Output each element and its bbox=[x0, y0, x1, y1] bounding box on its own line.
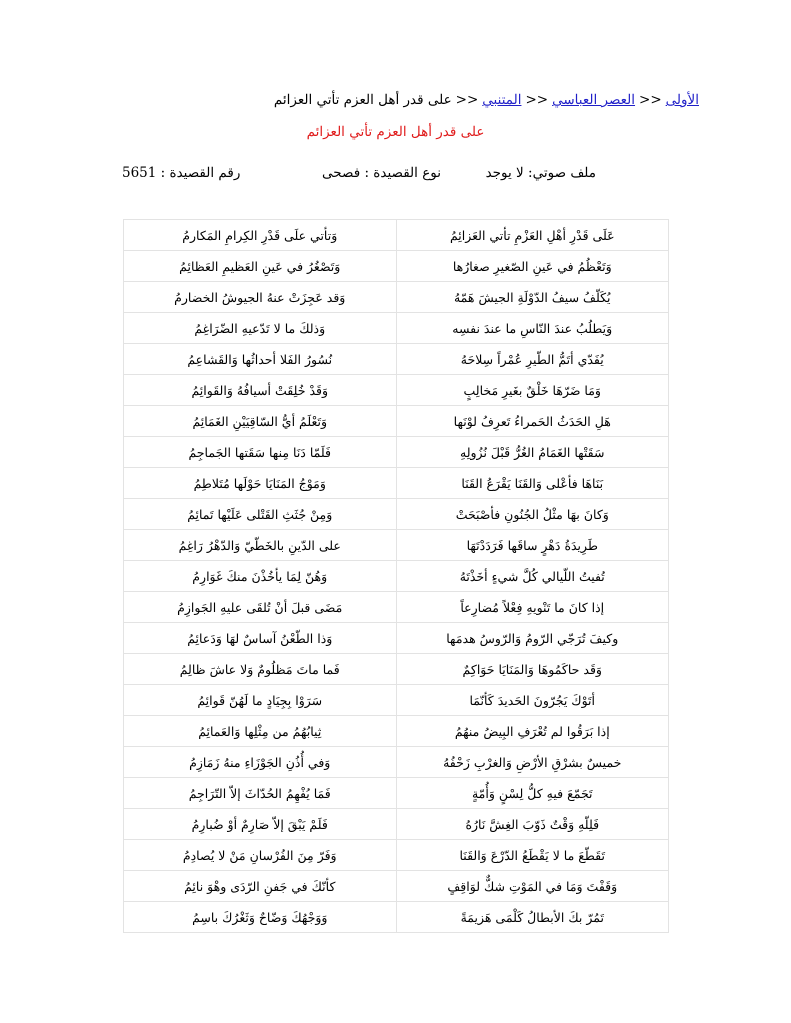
verse-first-hemistich: وَيَطلُبُ عندَ النّاسِ ما عندَ نفسِه bbox=[396, 313, 669, 344]
verse-second-hemistich: وَذا الطّعْنُ آساسٌ لهَا وَدَعائِمُ bbox=[124, 623, 397, 654]
verse-first-hemistich: يُفَدّي أتَمُّ الطّيرِ عُمْراً سِلاحَهُ bbox=[396, 344, 669, 375]
verse-second-hemistich: وَفي أُذُنِ الجَوْزَاءِ منهُ زَمَازِمُ bbox=[124, 747, 397, 778]
verse-first-hemistich: وَتَعْظُمُ في عَينِ الصّغيرِ صغارُها bbox=[396, 251, 669, 282]
verse-first-hemistich: تُفيتُ اللّيالي كُلَّ شيءٍ أخَذْتَهُ bbox=[396, 561, 669, 592]
verse-row bbox=[124, 282, 669, 313]
verse-first-hemistich: خميسٌ بشرْقِ الأرْضِ وَالغرْبِ زَحْفُهُ bbox=[396, 747, 669, 778]
verse-row bbox=[124, 220, 669, 251]
breadcrumb-separator: << bbox=[525, 92, 549, 108]
breadcrumb-separator: << bbox=[455, 92, 479, 108]
verse-second-hemistich: وَتأتي علَى قَدْرِ الكِرامِ المَكارمُ bbox=[124, 220, 397, 251]
verse-first-hemistich: فَلِلّهِ وَقْتٌ ذَوّبَ الغِشَّ نَارُهُ bbox=[396, 809, 669, 840]
verse-second-hemistich: وَوَجْهُكَ وَضّاحٌ وَثَغْرُكَ باسِمُ bbox=[124, 902, 397, 933]
verse-second-hemistich: وَقد عَجِزَتْ عنهُ الجيوشُ الخضارمُ bbox=[124, 282, 397, 313]
verse-first-hemistich: وَمَا ضَرّهَا خَلْقٌ بغَيرِ مَخالِبٍ bbox=[396, 375, 669, 406]
verse-row bbox=[124, 809, 669, 840]
verse-row bbox=[124, 902, 669, 933]
verse-first-hemistich: بَنَاهَا فأعْلى وَالقَنَا يَقْرَعُ القَنَا bbox=[396, 468, 669, 499]
verse-row bbox=[124, 654, 669, 685]
breadcrumb bbox=[274, 92, 699, 108]
verse-second-hemistich: وَهُنّ لِمَا يأخُذْنَ منكَ غَوَارِمُ bbox=[124, 561, 397, 592]
verse-first-hemistich: وَقَفْتَ وَمَا في المَوْتِ شكٌّ لوَاقِفٍ bbox=[396, 871, 669, 902]
verse-second-hemistich: وَذلكَ ما لا تَدّعيهِ الضّرَاغِمُ bbox=[124, 313, 397, 344]
breadcrumb-link-poet[interactable]: المتنبي bbox=[482, 92, 522, 108]
verse-row bbox=[124, 530, 669, 561]
verse-row bbox=[124, 840, 669, 871]
verse-first-hemistich: تَقَطّعَ ما لا يَقْطَعُ الدّرْعَ وَالقَنَا bbox=[396, 840, 669, 871]
verse-first-hemistich: تَجَمّعَ فيهِ كلُّ لِسْنٍ وَأُمّةٍ bbox=[396, 778, 669, 809]
verse-second-hemistich: وَمَوْجُ المَنَايَا حَوْلَها مُتَلاطِمُ bbox=[124, 468, 397, 499]
breadcrumb-link-era[interactable]: العصر العباسي bbox=[552, 92, 636, 108]
verse-first-hemistich: يُكَلّفُ سيفُ الدّوْلَةِ الجيشَ هَمّهُ bbox=[396, 282, 669, 313]
verse-first-hemistich: إذا بَرَقُوا لم تُعْرَفِ البِيضُ منهُمُ bbox=[396, 716, 669, 747]
verse-row bbox=[124, 251, 669, 282]
verse-row bbox=[124, 468, 669, 499]
verse-first-hemistich: وَقَد حاكَمُوهَا وَالمَنَايَا حَوَاكِمٌ bbox=[396, 654, 669, 685]
verse-row bbox=[124, 406, 669, 437]
verse-second-hemistich: كأنّكَ في جَفنِ الرّدَى وهْوَ نائِمُ bbox=[124, 871, 397, 902]
verse-second-hemistich: فَمَا يُفْهِمُ الحُدّاثَ إلاّ التّرَاجِمُ bbox=[124, 778, 397, 809]
verse-row bbox=[124, 344, 669, 375]
verse-row bbox=[124, 778, 669, 809]
verse-row bbox=[124, 561, 669, 592]
verse-second-hemistich: وَتَصْغُرُ في عَينِ العَظيمِ العَظائِمُ bbox=[124, 251, 397, 282]
verse-row bbox=[124, 747, 669, 778]
verse-row bbox=[124, 375, 669, 406]
verse-first-hemistich: عَلَى قَدْرِ أهْلِ العَزْمِ تأتي العَزائِمُ bbox=[396, 220, 669, 251]
verse-row bbox=[124, 716, 669, 747]
verse-second-hemistich: وَتَعْلَمُ أيُّ السّاقِيَيْنِ الغَمَائِمُ bbox=[124, 406, 397, 437]
breadcrumb-current: على قدر أهل العزم تأتي العزائم bbox=[273, 92, 452, 108]
verses-body bbox=[124, 220, 669, 933]
breadcrumb-separator: << bbox=[639, 92, 662, 108]
poem-type-label: نوع القصيدة : فصحى bbox=[322, 165, 441, 181]
verse-second-hemistich: فَما ماتَ مَظلُومٌ وَلا عاشَ ظالِمُ bbox=[124, 654, 397, 685]
verse-second-hemistich: وَمِنْ جُثَثِ القَتْلى عَلَيْها تَمائِمُ bbox=[124, 499, 397, 530]
verse-second-hemistich: وَقَدْ خُلِقَتْ أسيافُهُ وَالقَوائِمُ bbox=[124, 375, 397, 406]
verse-row bbox=[124, 499, 669, 530]
verse-second-hemistich: نُسُورُ الفَلا أحداثُها وَالقَشاعِمُ bbox=[124, 344, 397, 375]
verse-first-hemistich: أتَوْكَ يَجُرّونَ الحَديدَ كَأنّمَا bbox=[396, 685, 669, 716]
verse-first-hemistich: سَقَتْها الغَمَامُ الغُرُّ قَبْلَ نُزُولِهِ bbox=[396, 437, 669, 468]
verse-first-hemistich: تَمُرّ بكَ الأبطالُ كَلْمَى هَزيمَةً bbox=[396, 902, 669, 933]
verse-second-hemistich: على الدّينِ بالخَطّيّ وَالدّهْرُ رَاغِمُ bbox=[124, 530, 397, 561]
verse-first-hemistich: وَكانَ بهَا مثْلُ الجُنُونِ فأصْبَحَتْ bbox=[396, 499, 669, 530]
verse-second-hemistich: سَرَوْا بِجِيَادٍ ما لَهُنّ قَوائِمُ bbox=[124, 685, 397, 716]
verse-first-hemistich: هَلِ الحَدَثُ الحَمراءُ تَعرِفُ لوْنَها bbox=[396, 406, 669, 437]
verse-row bbox=[124, 685, 669, 716]
verse-second-hemistich: ثِيابُهُمُ من مِثْلِها وَالعَمائِمُ bbox=[124, 716, 397, 747]
poem-title: على قدر أهل العزم تأتي العزائم bbox=[306, 124, 485, 140]
verse-first-hemistich: وكيفَ تُرَجّي الرّومُ وَالرّوسُ هدمَها bbox=[396, 623, 669, 654]
verse-row bbox=[124, 592, 669, 623]
audio-file-label: ملف صوتي: لا يوجد bbox=[485, 165, 596, 181]
verse-second-hemistich: فَلَمّا دَنَا مِنها سَقَتها الجَماجِمُ bbox=[124, 437, 397, 468]
verse-first-hemistich: إذا كانَ ما تَنْويهِ فِعْلاً مُضارِعاً bbox=[396, 592, 669, 623]
verse-row bbox=[124, 437, 669, 468]
verses-table bbox=[123, 219, 669, 933]
verse-second-hemistich: مَضَى قبلَ أنْ تُلقَى عليهِ الجَوازِمُ bbox=[124, 592, 397, 623]
verse-first-hemistich: طَرِيدَةُ دَهْرٍ ساقَها فَرَدَدْتَهَا bbox=[396, 530, 669, 561]
verse-row bbox=[124, 871, 669, 902]
verse-row bbox=[124, 623, 669, 654]
poem-number-label: رقم القصيدة : 5651 bbox=[122, 165, 241, 181]
verse-second-hemistich: فَلَمْ يَبْقَ إلاّ صَارِمٌ أوْ ضُبارِمُ bbox=[124, 809, 397, 840]
verse-row bbox=[124, 313, 669, 344]
verse-second-hemistich: وَفَرّ مِنَ الفُرْسانِ مَنْ لا يُصادِمُ bbox=[124, 840, 397, 871]
breadcrumb-link-first[interactable]: الأولى bbox=[665, 92, 699, 108]
